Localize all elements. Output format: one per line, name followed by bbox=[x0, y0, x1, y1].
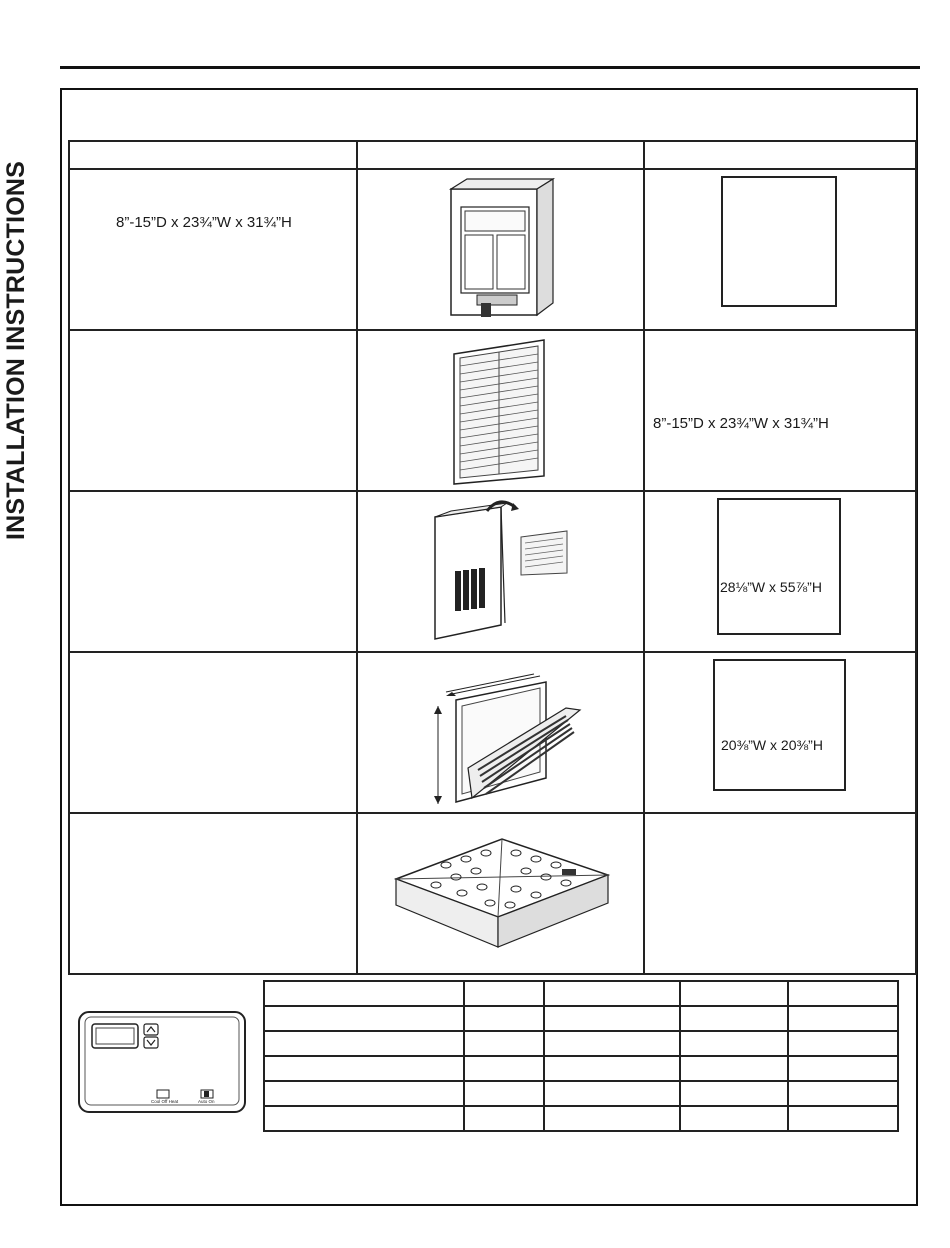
thermostat-mode-label: Cool Off Heat bbox=[151, 1099, 179, 1104]
description-cell bbox=[69, 330, 357, 491]
closet-panel-illustration bbox=[421, 497, 581, 647]
image-cell bbox=[357, 169, 644, 330]
table-cell bbox=[788, 1006, 898, 1031]
size-text: 8”-15”D x 23¾”W x 31¾”H bbox=[653, 415, 829, 432]
table-cell bbox=[680, 1081, 788, 1106]
thermostat-table bbox=[263, 980, 899, 1132]
description-cell bbox=[69, 652, 357, 813]
description-text: 8”-15”D x 23¾”W x 31¾”H bbox=[116, 214, 292, 231]
photo-box bbox=[713, 659, 846, 791]
table-cell bbox=[680, 1106, 788, 1131]
photo-box bbox=[721, 176, 837, 307]
table-cell bbox=[544, 1056, 680, 1081]
description-cell bbox=[69, 491, 357, 652]
table-cell bbox=[680, 1006, 788, 1031]
table-cell bbox=[464, 1006, 544, 1031]
thermostat-illustration bbox=[78, 1011, 248, 1120]
table-cell bbox=[544, 1081, 680, 1106]
image-cell bbox=[357, 813, 644, 974]
drain-pan-illustration bbox=[386, 829, 616, 959]
table-row bbox=[264, 1056, 898, 1081]
header-cell-1 bbox=[69, 141, 357, 169]
table-cell bbox=[680, 1031, 788, 1056]
thermostat-fan-label: Auto On bbox=[198, 1099, 215, 1104]
table-cell bbox=[464, 1081, 544, 1106]
accessories-header-row bbox=[69, 141, 916, 169]
table-cell bbox=[264, 1031, 464, 1056]
image-cell bbox=[357, 330, 644, 491]
table-cell bbox=[544, 1031, 680, 1056]
table-cell bbox=[544, 1106, 680, 1131]
table-row bbox=[69, 491, 916, 652]
wall-sleeve-illustration bbox=[441, 175, 561, 325]
table-cell bbox=[788, 1056, 898, 1081]
table-cell bbox=[680, 981, 788, 1006]
description-cell bbox=[69, 169, 357, 330]
size-text: 28⅛”W x 55⅞”H bbox=[720, 579, 822, 595]
table-row bbox=[264, 1106, 898, 1131]
top-rule bbox=[60, 66, 920, 69]
table-cell bbox=[464, 1106, 544, 1131]
size-text: 20⅜”W x 20⅜”H bbox=[721, 737, 823, 753]
louvered-grille-illustration bbox=[446, 336, 556, 486]
header-cell-2 bbox=[357, 141, 644, 169]
size-cell bbox=[644, 491, 916, 652]
description-cell bbox=[69, 813, 357, 974]
table-cell bbox=[788, 1106, 898, 1131]
photo-box bbox=[717, 498, 841, 635]
table-cell bbox=[464, 981, 544, 1006]
table-row bbox=[69, 652, 916, 813]
table-row bbox=[69, 813, 916, 974]
size-cell bbox=[644, 813, 916, 974]
table-row bbox=[264, 1006, 898, 1031]
table-row bbox=[69, 330, 916, 491]
size-cell bbox=[644, 652, 916, 813]
table-cell bbox=[680, 1056, 788, 1081]
table-cell bbox=[264, 1081, 464, 1106]
table-cell bbox=[264, 1006, 464, 1031]
table-cell bbox=[264, 1106, 464, 1131]
image-cell bbox=[357, 491, 644, 652]
table-cell bbox=[264, 1056, 464, 1081]
return-grille-illustration bbox=[416, 658, 586, 808]
table-row bbox=[264, 1081, 898, 1106]
image-cell bbox=[357, 652, 644, 813]
table-cell bbox=[264, 981, 464, 1006]
size-cell bbox=[644, 169, 916, 330]
table-cell bbox=[464, 1031, 544, 1056]
table-cell bbox=[464, 1056, 544, 1081]
table-row bbox=[264, 1031, 898, 1056]
side-title-text: INSTALLATION INSTRUCTIONS bbox=[2, 160, 30, 540]
accessories-table bbox=[68, 140, 917, 975]
table-cell bbox=[788, 1081, 898, 1106]
table-cell bbox=[544, 981, 680, 1006]
table-cell bbox=[788, 1031, 898, 1056]
table-row bbox=[69, 169, 916, 330]
table-row bbox=[264, 981, 898, 1006]
size-cell bbox=[644, 330, 916, 491]
table-cell bbox=[788, 981, 898, 1006]
header-cell-3 bbox=[644, 141, 916, 169]
table-cell bbox=[544, 1006, 680, 1031]
